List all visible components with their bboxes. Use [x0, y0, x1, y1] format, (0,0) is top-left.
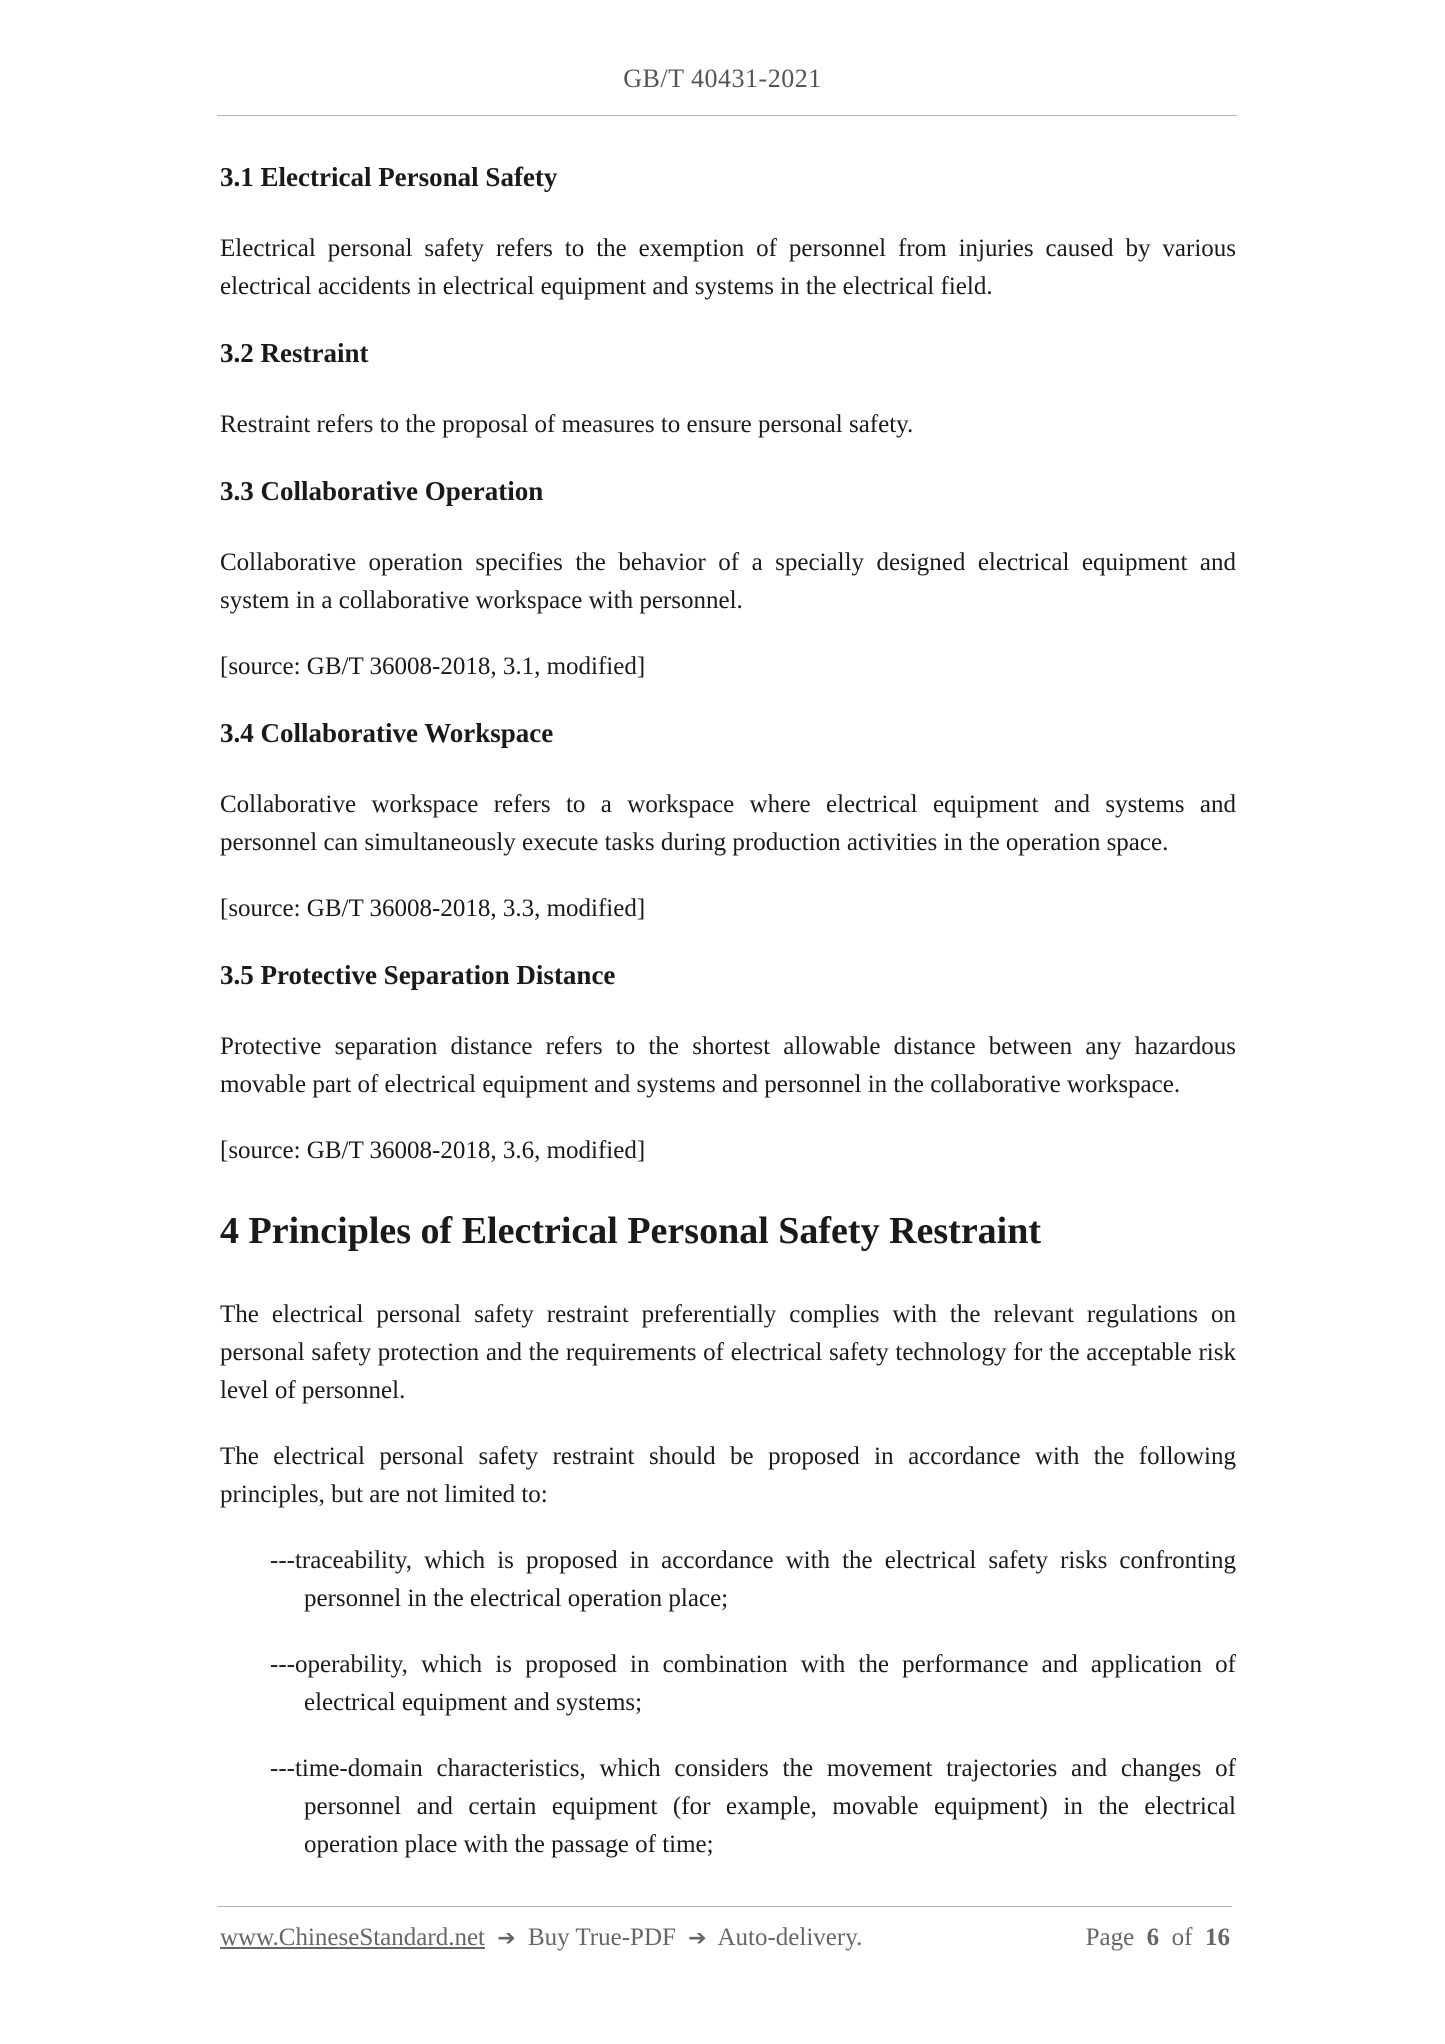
page-footer: [220, 1924, 1230, 1964]
source-note-3-3: [source: GB/T 36008-2018, 3.1, modified]: [220, 653, 646, 680]
section-heading-3-3: 3.3 Collaborative Operation: [220, 476, 544, 506]
section-heading-3-4: 3.4 Collaborative Workspace: [220, 718, 554, 748]
principle-list-item: ---traceability, which is proposed in accordance with the electrical safety risks confronting personnel in the electrical operation place;: [270, 1547, 1236, 1612]
arrow-right-icon: ➔: [497, 1926, 516, 1951]
page-label: Page: [1085, 1924, 1135, 1951]
section-heading-3-1: 3.1 Electrical Personal Safety: [220, 162, 558, 192]
chapter-4-heading: 4 Principles of Electrical Personal Safety Restraint: [220, 1210, 1042, 1252]
section-paragraph-3-1: Electrical personal safety refers to the exemption of personnel from injuries caused by various electrical accidents in electrical equipment and systems in the electrical field.: [220, 235, 1236, 300]
footer-divider: [217, 1906, 1232, 1907]
page-indicator: [1086, 1924, 1230, 1952]
principle-list-item: ---time-domain characteristics, which considers the movement trajectories and changes of personnel and certain equipment (for example, movable equipment) in the electrical operation place with the passage of time;: [270, 1755, 1236, 1858]
source-note-3-5: [source: GB/T 36008-2018, 3.6, modified]: [220, 1137, 646, 1164]
section-heading-3-2: 3.2 Restraint: [220, 338, 369, 368]
section-heading-3-5: 3.5 Protective Separation Distance: [220, 960, 616, 990]
section-paragraph-3-4: Collaborative workspace refers to a workspace where electrical equipment and systems and personnel can simultaneously execute tasks during production activities in the operation space.: [220, 791, 1236, 856]
buy-text: Buy True-PDF: [527, 1924, 676, 1951]
header-divider: [217, 115, 1237, 116]
page-number: 6: [1146, 1924, 1160, 1951]
document-code: GB/T 40431-2021: [623, 64, 822, 93]
arrow-right-icon: ➔: [688, 1926, 707, 1951]
footer-promo: [220, 1924, 862, 1952]
section-paragraph-3-3: Collaborative operation specifies the behavior of a specially designed electrical equipment and system in a collaborative workspace with personnel.: [220, 549, 1236, 614]
chapter-4-paragraph-1: The electrical personal safety restraint preferentially complies with the relevant regulations on personal safety protection and the requirements of electrical safety technology for the acceptable risk level of personnel.: [220, 1301, 1236, 1404]
site-link[interactable]: www.ChineseStandard.net: [220, 1924, 485, 1951]
page-total: 16: [1205, 1924, 1230, 1951]
page-content: [220, 158, 1236, 1892]
of-label: of: [1171, 1924, 1193, 1951]
chapter-4-paragraph-2: The electrical personal safety restraint should be proposed in accordance with the following principles, but are not limited to:: [220, 1443, 1236, 1508]
section-paragraph-3-2: Restraint refers to the proposal of measures to ensure personal safety.: [220, 411, 914, 438]
delivery-text: Auto-delivery.: [717, 1924, 863, 1951]
principle-list-item: ---operability, which is proposed in combination with the performance and application of electrical equipment and systems;: [270, 1651, 1236, 1716]
source-note-3-4: [source: GB/T 36008-2018, 3.3, modified]: [220, 895, 646, 922]
section-paragraph-3-5: Protective separation distance refers to the shortest allowable distance between any hazardous movable part of electrical equipment and systems and personnel in the collaborative workspace.: [220, 1033, 1236, 1098]
